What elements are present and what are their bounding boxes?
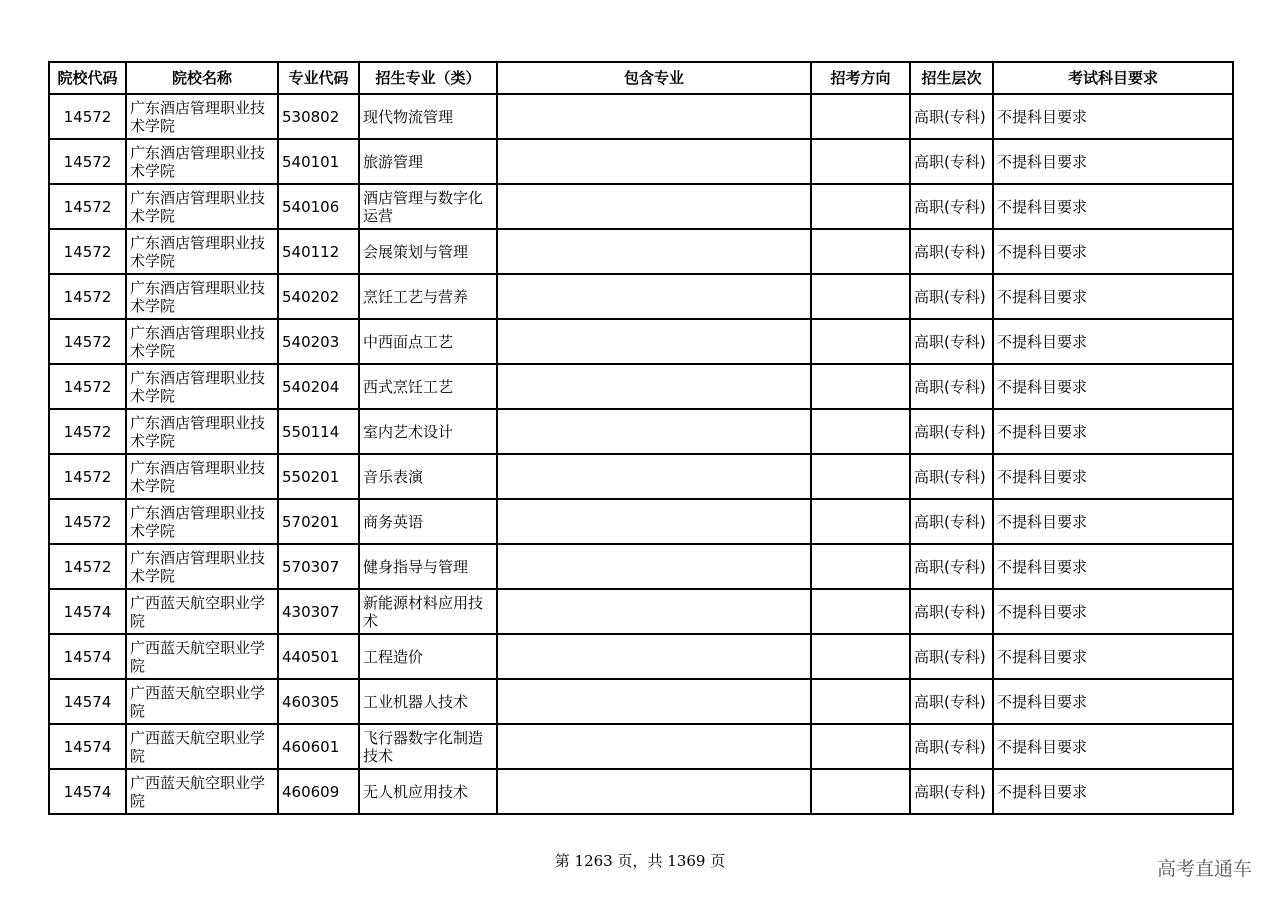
cell-level: 高职(专科) (910, 589, 993, 634)
cell-requirement: 不提科目要求 (993, 724, 1233, 769)
table-row (49, 589, 1233, 634)
cell-requirement: 不提科目要求 (993, 454, 1233, 499)
cell-major-code: 540202 (278, 274, 359, 319)
cell-school-code: 14574 (49, 589, 126, 634)
cell-includes (497, 139, 811, 184)
cell-major-code: 570307 (278, 544, 359, 589)
cell-major-code: 540112 (278, 229, 359, 274)
cell-major: 飞行器数字化制造技术 (359, 724, 497, 769)
cell-school-code: 14572 (49, 364, 126, 409)
cell-requirement: 不提科目要求 (993, 589, 1233, 634)
cell-includes (497, 769, 811, 814)
cell-includes (497, 184, 811, 229)
cell-major: 商务英语 (359, 499, 497, 544)
cell-direction (811, 184, 910, 229)
cell-major-code: 440501 (278, 634, 359, 679)
cell-level: 高职(专科) (910, 184, 993, 229)
cell-major-code: 430307 (278, 589, 359, 634)
cell-level: 高职(专科) (910, 544, 993, 589)
cell-school-code: 14572 (49, 139, 126, 184)
table-row (49, 409, 1233, 454)
cell-school-code: 14572 (49, 409, 126, 454)
cell-school-code: 14574 (49, 724, 126, 769)
cell-requirement: 不提科目要求 (993, 409, 1233, 454)
cell-school-code: 14574 (49, 679, 126, 724)
cell-direction (811, 724, 910, 769)
cell-school-code: 14574 (49, 769, 126, 814)
cell-major: 烹饪工艺与营养 (359, 274, 497, 319)
cell-direction (811, 229, 910, 274)
cell-major-code: 540204 (278, 364, 359, 409)
cell-level: 高职(专科) (910, 724, 993, 769)
table-row (49, 679, 1233, 724)
cell-level: 高职(专科) (910, 364, 993, 409)
cell-major: 工程造价 (359, 634, 497, 679)
cell-school-code: 14572 (49, 454, 126, 499)
cell-major: 新能源材料应用技术 (359, 589, 497, 634)
cell-major-code: 530802 (278, 94, 359, 139)
cell-direction (811, 364, 910, 409)
cell-includes (497, 274, 811, 319)
cell-school-name: 广东酒店管理职业技术学院 (126, 139, 278, 184)
cell-direction (811, 679, 910, 724)
cell-school-name: 广东酒店管理职业技术学院 (126, 364, 278, 409)
cell-school-name: 广东酒店管理职业技术学院 (126, 499, 278, 544)
cell-requirement: 不提科目要求 (993, 184, 1233, 229)
cell-school-code: 14572 (49, 274, 126, 319)
page-footer: 第 1263 页，共 1369 页 (554, 852, 726, 870)
watermark: 高考直通车 (1156, 858, 1252, 880)
cell-requirement: 不提科目要求 (993, 634, 1233, 679)
cell-direction (811, 769, 910, 814)
cell-includes (497, 679, 811, 724)
cell-includes (497, 634, 811, 679)
table-row (49, 724, 1233, 769)
cell-major-code: 540101 (278, 139, 359, 184)
table-row (49, 544, 1233, 589)
cell-includes (497, 454, 811, 499)
cell-school-name: 广东酒店管理职业技术学院 (126, 229, 278, 274)
cell-requirement: 不提科目要求 (993, 229, 1233, 274)
cell-major-code: 570201 (278, 499, 359, 544)
cell-level: 高职(专科) (910, 454, 993, 499)
table-row (49, 274, 1233, 319)
cell-level: 高职(专科) (910, 139, 993, 184)
cell-major: 室内艺术设计 (359, 409, 497, 454)
table-row (49, 184, 1233, 229)
header-level: 招生层次 (910, 62, 993, 94)
cell-level: 高职(专科) (910, 94, 993, 139)
cell-direction (811, 454, 910, 499)
cell-school-code: 14572 (49, 544, 126, 589)
cell-major: 现代物流管理 (359, 94, 497, 139)
cell-major: 工业机器人技术 (359, 679, 497, 724)
cell-includes (497, 229, 811, 274)
cell-requirement: 不提科目要求 (993, 319, 1233, 364)
cell-school-name: 广西蓝天航空职业学院 (126, 589, 278, 634)
cell-requirement: 不提科目要求 (993, 139, 1233, 184)
cell-school-name: 广东酒店管理职业技术学院 (126, 274, 278, 319)
cell-includes (497, 544, 811, 589)
cell-direction (811, 409, 910, 454)
cell-direction (811, 544, 910, 589)
cell-school-name: 广东酒店管理职业技术学院 (126, 319, 278, 364)
cell-direction (811, 589, 910, 634)
cell-school-name: 广西蓝天航空职业学院 (126, 769, 278, 814)
cell-direction (811, 634, 910, 679)
cell-school-code: 14572 (49, 499, 126, 544)
cell-school-code: 14574 (49, 634, 126, 679)
table-row (49, 94, 1233, 139)
cell-major: 西式烹饪工艺 (359, 364, 497, 409)
cell-includes (497, 94, 811, 139)
cell-school-name: 广西蓝天航空职业学院 (126, 724, 278, 769)
cell-major-code: 460609 (278, 769, 359, 814)
table-row (49, 229, 1233, 274)
table-row (49, 454, 1233, 499)
cell-level: 高职(专科) (910, 274, 993, 319)
cell-level: 高职(专科) (910, 319, 993, 364)
cell-includes (497, 724, 811, 769)
cell-requirement: 不提科目要求 (993, 679, 1233, 724)
cell-major: 会展策划与管理 (359, 229, 497, 274)
cell-level: 高职(专科) (910, 409, 993, 454)
cell-includes (497, 499, 811, 544)
cell-level: 高职(专科) (910, 229, 993, 274)
cell-major: 健身指导与管理 (359, 544, 497, 589)
cell-major-code: 460601 (278, 724, 359, 769)
cell-major: 无人机应用技术 (359, 769, 497, 814)
cell-school-code: 14572 (49, 229, 126, 274)
cell-school-name: 广东酒店管理职业技术学院 (126, 544, 278, 589)
table-header-row (49, 62, 1233, 94)
cell-includes (497, 589, 811, 634)
cell-direction (811, 499, 910, 544)
cell-school-name: 广东酒店管理职业技术学院 (126, 94, 278, 139)
table-row (49, 499, 1233, 544)
cell-school-code: 14572 (49, 319, 126, 364)
header-major-code: 专业代码 (278, 62, 359, 94)
cell-includes (497, 409, 811, 454)
table-row (49, 319, 1233, 364)
cell-major: 酒店管理与数字化运营 (359, 184, 497, 229)
cell-major: 中西面点工艺 (359, 319, 497, 364)
cell-level: 高职(专科) (910, 499, 993, 544)
cell-school-name: 广西蓝天航空职业学院 (126, 679, 278, 724)
cell-major-code: 540203 (278, 319, 359, 364)
cell-level: 高职(专科) (910, 634, 993, 679)
cell-major-code: 460305 (278, 679, 359, 724)
admissions-table (48, 61, 1234, 815)
table-row (49, 139, 1233, 184)
cell-school-code: 14572 (49, 184, 126, 229)
header-requirement: 考试科目要求 (993, 62, 1233, 94)
cell-direction (811, 274, 910, 319)
header-includes: 包含专业 (497, 62, 811, 94)
cell-school-code: 14572 (49, 94, 126, 139)
header-school-name: 院校名称 (126, 62, 278, 94)
cell-major: 旅游管理 (359, 139, 497, 184)
cell-requirement: 不提科目要求 (993, 544, 1233, 589)
cell-requirement: 不提科目要求 (993, 499, 1233, 544)
header-direction: 招考方向 (811, 62, 910, 94)
cell-school-name: 广东酒店管理职业技术学院 (126, 184, 278, 229)
cell-major: 音乐表演 (359, 454, 497, 499)
table-row (49, 634, 1233, 679)
cell-includes (497, 319, 811, 364)
cell-direction (811, 139, 910, 184)
table-row (49, 364, 1233, 409)
cell-level: 高职(专科) (910, 769, 993, 814)
cell-major-code: 550114 (278, 409, 359, 454)
cell-requirement: 不提科目要求 (993, 364, 1233, 409)
table-row (49, 769, 1233, 814)
cell-school-name: 广东酒店管理职业技术学院 (126, 409, 278, 454)
cell-requirement: 不提科目要求 (993, 274, 1233, 319)
cell-includes (497, 364, 811, 409)
header-school-code: 院校代码 (49, 62, 126, 94)
cell-direction (811, 94, 910, 139)
header-major: 招生专业（类） (359, 62, 497, 94)
cell-school-name: 广东酒店管理职业技术学院 (126, 454, 278, 499)
cell-requirement: 不提科目要求 (993, 769, 1233, 814)
cell-school-name: 广西蓝天航空职业学院 (126, 634, 278, 679)
cell-direction (811, 319, 910, 364)
cell-major-code: 540106 (278, 184, 359, 229)
cell-level: 高职(专科) (910, 679, 993, 724)
cell-requirement: 不提科目要求 (993, 94, 1233, 139)
cell-major-code: 550201 (278, 454, 359, 499)
